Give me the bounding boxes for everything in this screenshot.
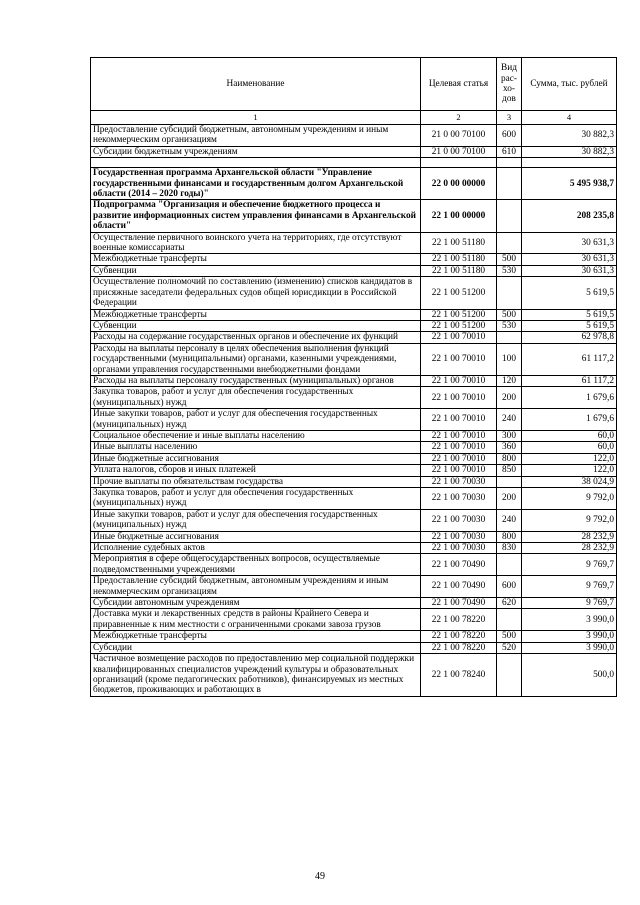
table-row	[91, 465, 617, 476]
row-code: 22 1 00 78240	[421, 654, 497, 697]
row-type: 610	[497, 146, 522, 157]
table-row	[91, 387, 617, 409]
page-number: 49	[315, 871, 325, 882]
row-code: 22 1 00 70010	[421, 387, 497, 409]
table-row	[91, 576, 617, 598]
row-sum: 500,0	[522, 654, 617, 697]
table-row	[91, 409, 617, 431]
row-name: Государственная программа Архангельской области "Управление государственными финансами и государственным долгом Архангельской области (2014 – 2020 годы)"	[91, 168, 421, 200]
row-code: 22 1 00 51180	[421, 232, 497, 254]
row-sum	[522, 158, 617, 168]
row-type: 120	[497, 375, 522, 386]
row-type: 530	[497, 265, 522, 276]
row-name: Осуществление полномочий по составлению (изменению) списков кандидатов в присяжные заседатели федеральных судов общей юрисдикции в Российской Федерации	[91, 277, 421, 309]
table-row	[91, 609, 617, 631]
row-type: 240	[497, 509, 522, 531]
table-row	[91, 430, 617, 441]
row-type	[497, 554, 522, 576]
row-name: Межбюджетные трансферты	[91, 631, 421, 642]
row-type: 500	[497, 254, 522, 265]
row-name: Доставка муки и лекарственных средств в районы Крайнего Севера и приравненные к ним местности с ограниченными сроками завоза грузов	[91, 609, 421, 631]
table-row	[91, 343, 617, 375]
row-type: 800	[497, 531, 522, 542]
header-code: Целевая статья	[421, 58, 497, 111]
row-name: Расходы на выплаты персоналу в целях обеспечения выполнения функций государственными (муниципальными) органами, казенными учреждениями, органами управления государственными внебюджетными фондами	[91, 343, 421, 375]
row-sum: 9 769,7	[522, 576, 617, 598]
row-name: Осуществление первичного воинского учета на территориях, где отсутствуют военные комиссариаты	[91, 232, 421, 254]
row-code: 22 1 00 51200	[421, 320, 497, 331]
row-sum: 9 792,0	[522, 509, 617, 531]
column-number: 4	[522, 111, 617, 125]
row-sum: 28 232,9	[522, 531, 617, 542]
row-sum: 9 769,7	[522, 554, 617, 576]
table-row	[91, 200, 617, 232]
table-row	[91, 598, 617, 609]
row-type: 600	[497, 125, 522, 147]
row-sum: 3 990,0	[522, 631, 617, 642]
row-name: Расходы на содержание государственных органов и обеспечение их функций	[91, 332, 421, 343]
row-name: Иные закупки товаров, работ и услуг для обеспечения государственных (муниципальных) нужд	[91, 509, 421, 531]
row-name: Прочие выплаты по обязательствам государства	[91, 476, 421, 487]
row-name: Иные бюджетные ассигнования	[91, 531, 421, 542]
table-row	[91, 654, 617, 697]
header-sum: Сумма, тыс. рублей	[522, 58, 617, 111]
header-type: Вид рас-хо-дов	[497, 58, 522, 111]
row-type	[497, 200, 522, 232]
row-code: 22 1 00 70010	[421, 465, 497, 476]
row-sum: 30 631,3	[522, 265, 617, 276]
row-type: 360	[497, 442, 522, 453]
column-numbers-row	[91, 111, 617, 125]
row-sum: 5 619,5	[522, 277, 617, 309]
row-code: 22 1 00 70490	[421, 576, 497, 598]
row-code: 22 1 00 70010	[421, 343, 497, 375]
row-name: Субсидии автономным учреждениям	[91, 598, 421, 609]
row-type	[497, 277, 522, 309]
row-sum: 3 990,0	[522, 642, 617, 653]
row-type	[497, 158, 522, 168]
header-name: Наименование	[91, 58, 421, 111]
row-sum: 28 232,9	[522, 543, 617, 554]
row-code: 22 1 00 70010	[421, 409, 497, 431]
row-name: Предоставление субсидий бюджетным, автономным учреждениям и иным некоммерческим организациям	[91, 125, 421, 147]
table-row	[91, 309, 617, 320]
row-sum: 1 679,6	[522, 409, 617, 431]
row-name: Субвенции	[91, 265, 421, 276]
row-name: Межбюджетные трансферты	[91, 254, 421, 265]
table-row	[91, 543, 617, 554]
row-name: Закупка товаров, работ и услуг для обеспечения государственных (муниципальных) нужд	[91, 488, 421, 510]
row-type: 300	[497, 430, 522, 441]
row-type: 200	[497, 488, 522, 510]
row-name: Предоставление субсидий бюджетным, автономным учреждениям и иным некоммерческим организациям	[91, 576, 421, 598]
table-row	[91, 265, 617, 276]
row-type	[497, 168, 522, 200]
row-name: Субсидии	[91, 642, 421, 653]
row-sum: 61 117,2	[522, 343, 617, 375]
row-type: 530	[497, 320, 522, 331]
row-sum: 30 882,3	[522, 125, 617, 147]
row-type: 850	[497, 465, 522, 476]
column-number: 2	[421, 111, 497, 125]
row-code: 22 1 00 51200	[421, 277, 497, 309]
row-type: 240	[497, 409, 522, 431]
row-sum: 38 024,9	[522, 476, 617, 487]
table-row	[91, 320, 617, 331]
row-sum: 62 978,8	[522, 332, 617, 343]
table-row	[91, 453, 617, 464]
row-sum: 30 882,3	[522, 146, 617, 157]
row-code: 21 0 00 70100	[421, 125, 497, 147]
row-code: 22 0 00 00000	[421, 168, 497, 200]
row-sum: 1 679,6	[522, 387, 617, 409]
row-code	[421, 158, 497, 168]
row-sum: 9 792,0	[522, 488, 617, 510]
table-row	[91, 168, 617, 200]
row-code: 22 1 00 70490	[421, 554, 497, 576]
row-sum: 30 631,3	[522, 254, 617, 265]
row-code: 22 1 00 70010	[421, 332, 497, 343]
row-sum: 60,0	[522, 442, 617, 453]
row-code: 22 1 00 70010	[421, 442, 497, 453]
row-sum: 5 495 938,7	[522, 168, 617, 200]
table-row	[91, 254, 617, 265]
table-row	[91, 631, 617, 642]
row-type	[497, 654, 522, 697]
row-type: 200	[497, 387, 522, 409]
row-name: Закупка товаров, работ и услуг для обеспечения государственных (муниципальных) нужд	[91, 387, 421, 409]
table-row	[91, 642, 617, 653]
table-row	[91, 476, 617, 487]
row-code: 22 1 00 00000	[421, 200, 497, 232]
row-name: Расходы на выплаты персоналу государственных (муниципальных) органов	[91, 375, 421, 386]
row-code: 22 1 00 70010	[421, 375, 497, 386]
row-type: 620	[497, 598, 522, 609]
table-row	[91, 332, 617, 343]
row-sum: 61 117,2	[522, 375, 617, 386]
table-row	[91, 531, 617, 542]
row-code: 21 0 00 70100	[421, 146, 497, 157]
row-code: 22 1 00 70030	[421, 531, 497, 542]
row-name: Иные закупки товаров, работ и услуг для обеспечения государственных (муниципальных) нужд	[91, 409, 421, 431]
row-sum: 5 619,5	[522, 320, 617, 331]
row-code: 22 1 00 51180	[421, 254, 497, 265]
column-number: 3	[497, 111, 522, 125]
row-type: 500	[497, 309, 522, 320]
row-type: 500	[497, 631, 522, 642]
row-sum: 30 631,3	[522, 232, 617, 254]
table-row	[91, 146, 617, 157]
row-type	[497, 232, 522, 254]
row-code: 22 1 00 70010	[421, 453, 497, 464]
row-name: Частичное возмещение расходов по предоставлению мер социальной поддержки квалифицированных специалистов учреждений культуры и образовательных организаций (кроме педагогических работников), финансируемых из местных бюджетов, проживающих и работающих в	[91, 654, 421, 697]
row-name: Межбюджетные трансферты	[91, 309, 421, 320]
table-row	[91, 442, 617, 453]
row-name: Субвенции	[91, 320, 421, 331]
table-row	[91, 125, 617, 147]
row-type	[497, 476, 522, 487]
row-name: Подпрограмма "Организация и обеспечение бюджетного процесса и развитие информационных систем управления финансами в Архангельской области"	[91, 200, 421, 232]
row-code: 22 1 00 78220	[421, 631, 497, 642]
row-type: 600	[497, 576, 522, 598]
row-sum: 122,0	[522, 453, 617, 464]
row-type: 800	[497, 453, 522, 464]
row-code: 22 1 00 70010	[421, 430, 497, 441]
table-row	[91, 232, 617, 254]
table-row	[91, 158, 617, 168]
row-sum: 122,0	[522, 465, 617, 476]
row-code: 22 1 00 51200	[421, 309, 497, 320]
row-name: Мероприятия в сфере общегосударственных вопросов, осуществляемые подведомственными учреждениями	[91, 554, 421, 576]
row-code: 22 1 00 78220	[421, 642, 497, 653]
row-sum: 5 619,5	[522, 309, 617, 320]
table-row	[91, 509, 617, 531]
row-code: 22 1 00 51180	[421, 265, 497, 276]
budget-table	[90, 57, 617, 697]
row-sum: 3 990,0	[522, 609, 617, 631]
header-row	[91, 58, 617, 111]
row-type	[497, 332, 522, 343]
row-name: Исполнение судебных актов	[91, 543, 421, 554]
row-code: 22 1 00 70030	[421, 488, 497, 510]
row-name: Иные выплаты населению	[91, 442, 421, 453]
row-name: Субсидии бюджетным учреждениям	[91, 146, 421, 157]
row-sum: 9 769,7	[522, 598, 617, 609]
row-code: 22 1 00 70490	[421, 598, 497, 609]
table-body	[91, 125, 617, 697]
row-type: 830	[497, 543, 522, 554]
row-name: Социальное обеспечение и иные выплаты населению	[91, 430, 421, 441]
column-number: 1	[91, 111, 421, 125]
row-code: 22 1 00 70030	[421, 543, 497, 554]
row-name: Иные бюджетные ассигнования	[91, 453, 421, 464]
row-code: 22 1 00 70030	[421, 509, 497, 531]
row-name	[91, 158, 421, 168]
row-type: 520	[497, 642, 522, 653]
table-row	[91, 277, 617, 309]
row-type	[497, 609, 522, 631]
row-type: 100	[497, 343, 522, 375]
table-row	[91, 375, 617, 386]
row-code: 22 1 00 78220	[421, 609, 497, 631]
row-sum: 208 235,8	[522, 200, 617, 232]
row-sum: 60,0	[522, 430, 617, 441]
row-code: 22 1 00 70030	[421, 476, 497, 487]
table-row	[91, 488, 617, 510]
table-row	[91, 554, 617, 576]
row-name: Уплата налогов, сборов и иных платежей	[91, 465, 421, 476]
